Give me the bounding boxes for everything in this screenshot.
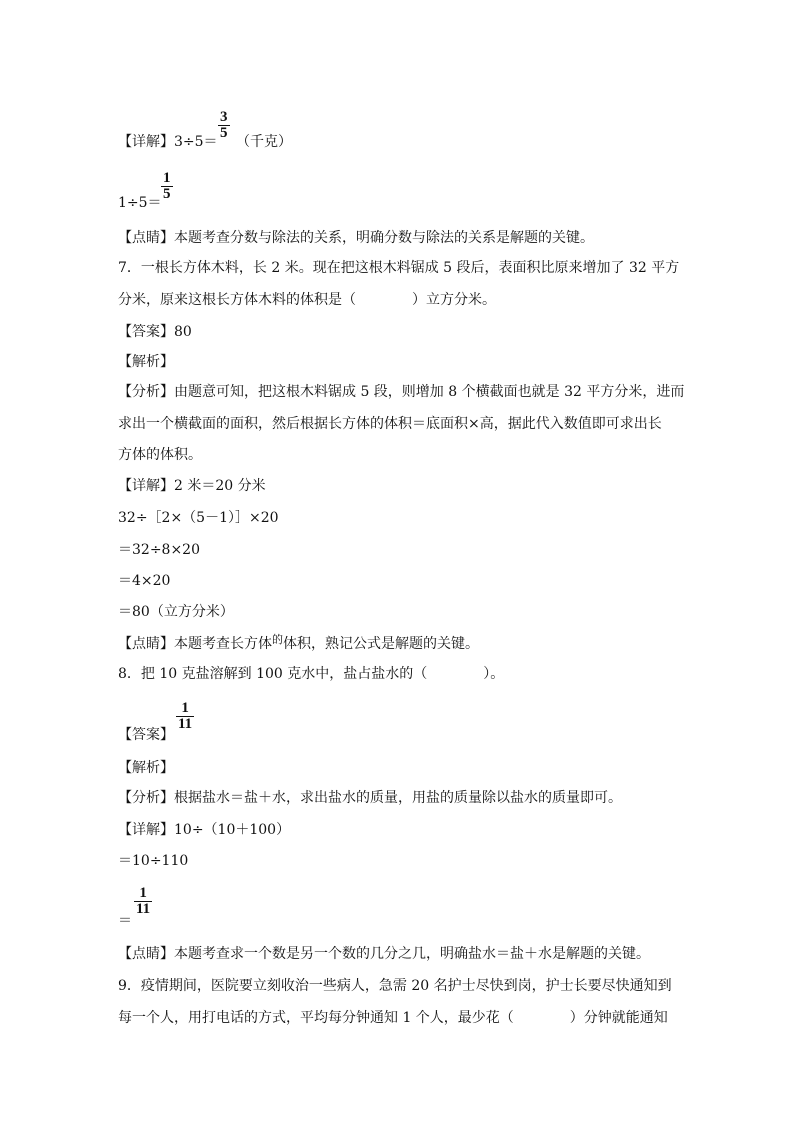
detail-line-1	[118, 133, 218, 151]
detail-line-3: 【详解】10÷（10＋100）	[118, 822, 291, 838]
numerator: 3	[220, 109, 228, 125]
fraction-1-11	[176, 701, 194, 732]
unit-text	[236, 133, 292, 151]
analysis-heading: 【解析】	[118, 354, 174, 370]
analysis-line-3: 方体的体积。	[118, 447, 202, 463]
analysis-line-2: 求出一个横截面的面积，然后根据长方体的体积＝底面积×高，据此代入数值即可求出长	[118, 416, 662, 432]
question-9-line-2: 每一个人，用打电话的方式，平均每分钟通知 1 个人，最少花（ ）分钟就能通知	[118, 1010, 668, 1026]
calc-line-3: ＝4×20	[118, 573, 171, 589]
denominator: 5	[163, 186, 171, 202]
unit-kg: （千克）	[236, 134, 292, 150]
comment-text-a: 【点睛】本题考查长方体	[118, 636, 272, 652]
equation-text: 1÷5＝	[118, 195, 162, 211]
detail-text: 【详解】3÷5＝	[118, 134, 218, 150]
answer-line: 【答案】80	[118, 324, 192, 340]
calc-line-2: ＝32÷8×20	[118, 542, 200, 558]
fraction-1-11-result	[134, 886, 152, 917]
numerator: 1	[139, 885, 147, 901]
denominator: 11	[136, 901, 151, 917]
question-9-line-1: 9．疫情期间，医院要立刻收治一些病人，急需 20 名护士尽快到岗，护士长要尽快通知到	[118, 978, 672, 994]
analysis-heading-2: 【解析】	[118, 760, 174, 776]
question-8-line: 8．把 10 克盐溶解到 100 克水中，盐占盐水的（ ）。	[118, 666, 505, 682]
calc-line-6	[118, 912, 132, 930]
calc-line-1: 32÷［2×（5－1）］×20	[118, 510, 279, 526]
denominator: 5	[220, 125, 228, 141]
fraction-3-5	[218, 110, 230, 141]
equals-sign: ＝	[118, 913, 132, 929]
analysis-line-4: 【分析】根据盐水＝盐＋水，求出盐水的质量，用盐的质量除以盐水的质量即可。	[118, 790, 622, 806]
question-7-line-2: 分米，原来这根长方体木料的体积是（ ）立方分米。	[118, 292, 496, 308]
question-7-line-1: 7．一根长方体木料，长 2 米。现在把这根木料锯成 5 段后，表面积比原来增加了 32 平方	[118, 260, 680, 276]
comment-line: 【点睛】本题考查分数与除法的关系，明确分数与除法的关系是解题的关键。	[118, 230, 594, 246]
comment-text-sup: 的	[272, 633, 283, 646]
detail-line: 【详解】2 米＝20 分米	[118, 478, 266, 494]
denominator: 11	[178, 716, 193, 732]
answer-line-2	[118, 726, 174, 744]
numerator: 1	[181, 700, 189, 716]
comment-text-b: 体积，熟记公式是解题的关键。	[283, 636, 479, 652]
comment-line-2	[118, 635, 479, 654]
calc-line-5: ＝10÷110	[118, 853, 189, 869]
comment-line-3: 【点睛】本题考查求一个数是另一个数的几分之几，明确盐水＝盐＋水是解题的关键。	[118, 946, 650, 962]
detail-line-2	[118, 194, 162, 212]
fraction-1-5	[161, 171, 173, 202]
answer-label: 【答案】	[118, 727, 174, 743]
calc-line-4: ＝80（立方分米）	[118, 604, 234, 620]
analysis-line-1: 【分析】由题意可知，把这根木料锯成 5 段，则增加 8 个横截面也就是 32 平方分米，进而	[118, 384, 685, 400]
numerator: 1	[163, 170, 171, 186]
